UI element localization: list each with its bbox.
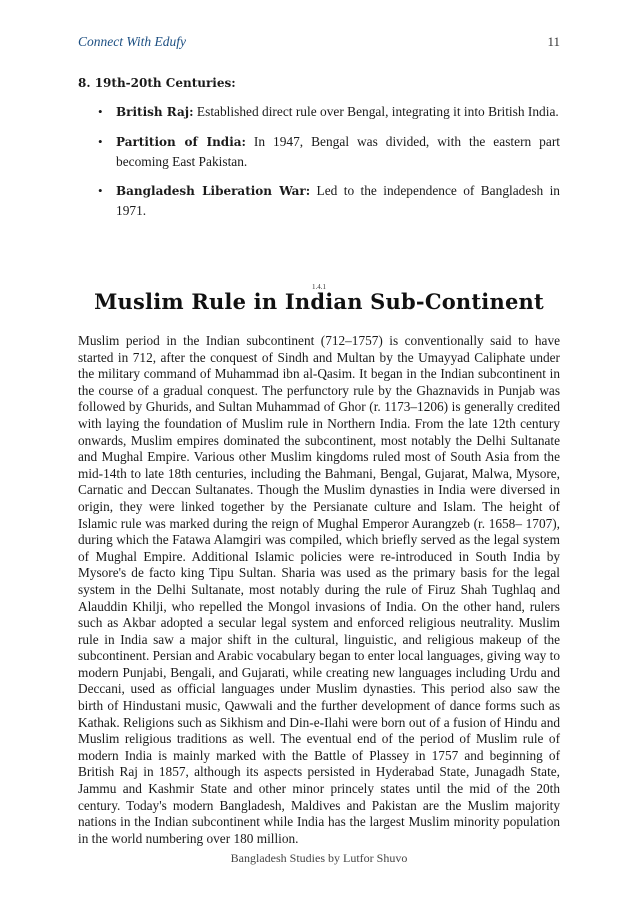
list-item-term: Bangladesh Liberation War: [116, 184, 311, 198]
chapter-number: 1.4.1 [312, 283, 326, 291]
header-title: Connect With Edufy [78, 34, 186, 49]
bullet-icon: • [98, 183, 103, 198]
list-item-text: Led to the independence of Bangladesh in 1971. [116, 183, 561, 218]
list-item [100, 181, 560, 220]
list-item-term: British Raj: [116, 105, 194, 119]
section-19th-20th-centuries [78, 76, 560, 230]
list-item [100, 102, 560, 122]
page-footer: Bangladesh Studies by Lutfor Shuvo [230, 851, 408, 865]
chapter-title: Muslim Rule in Indian Sub-Continent [94, 289, 544, 314]
section-heading: 8. 19th-20th Centuries: [78, 76, 236, 90]
list-item-term: Partition of India: [116, 135, 246, 149]
list-item [100, 132, 560, 171]
bullet-list [78, 102, 560, 220]
bullet-icon: • [98, 134, 103, 149]
page-header [78, 34, 560, 50]
bullet-icon: • [98, 104, 103, 119]
list-item-text: In 1947, Bengal was divided, with the eastern part becoming East Pakistan. [116, 134, 560, 169]
list-item-text: Established direct rule over Bengal, integrating it into British India. [193, 104, 559, 119]
page-number: 11 [547, 34, 560, 49]
chapter-body-paragraph: Muslim period in the Indian subcontinent (712–1757) is conventionally said to have started in 712, after the conquest of Sindh and Multan by the Umayyad Caliphate under the military command of Muhammad ibn al-Qasim. It began in the Indian subcontinent in the course of a gradual conquest. The perfunctory rule by the Ghaznavids in Punjab was followed by Ghurids, and Sultan Muhammad of Ghor (r. 1173–1206) is generally credited with laying the foundation of Muslim rule in Northern India. From the late 12th century onwards, Muslim empires dominated the subcontinent, most notably the Delhi Sultanate and Mughal Empire. Various other Muslim kingdoms ruled most of South Asia from the mid-14th to late 18th centuries, including the Bahmani, Bengal, Gujarat, Malwa, Mysore, Carnatic and Deccan Sultanates. Though the Muslim dynasties in India were diversed in origin, they were linked together by the Persianate culture and Islam. The height of Islamic rule was marked during the reign of Mughal Emperor Aurangzeb (r. 1658– 1707), during which the Fatawa Alamgiri was compiled, which briefly served as the legal system of Mughal Empire. Additional Islamic policies were re-introduced in South India by Mysore's de facto king Tipu Sultan. Sharia was used as the primary basis for the legal system in the Delhi Sultanate, most notably during the rule of Firuz Shah Tughlaq and Alauddin Khilji, who repelled the Mongol invasions of India. On the other hand, rulers such as Akbar adopted a secular legal system and enforced religious neutrality. Muslim rule in India saw a major shift in the cultural, linguistic, and religious makeup of the subcontinent. Persian and Arabic vocabulary began to enter local languages, giving way to modern Punjabi, Bengali, and Gujarati, while creating new languages including Urdu and Deccani, used as official languages under Muslim dynasties. This period also saw the birth of Hindustani music, Qawwali and the further development of dance forms such as Kathak. Religions such as Sikhism and Din-e-Ilahi were born out of a fusion of Hindu and Muslim religious traditions as well. The eventual end of the period of Muslim rule of modern India is mainly marked with the Battle of Plassey in 1757 and beginning of British Raj in 1857, although its aspects persisted in Hyderabad State, Junagadh State, Jammu and Kashmir State and other minor princely states until the mid of the 20th century. Today's modern Bangladesh, Maldives and Pakistan are the Muslim majority nations in the Indian subcontinent while India has the largest Muslim minority population in the world numbering over 180 million. [78, 333, 560, 846]
